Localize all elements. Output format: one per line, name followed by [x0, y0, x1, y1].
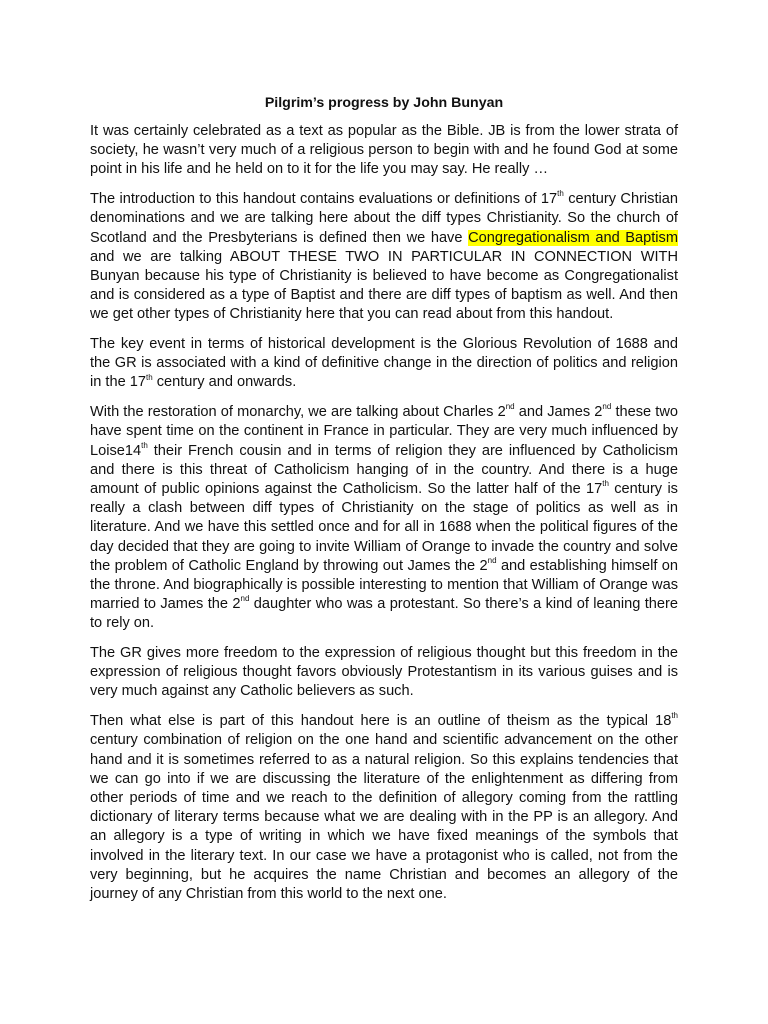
ordinal-suffix: nd [505, 402, 515, 412]
paragraph-4-text-f: and establishing himself on the throne. And biographically is possible interesting to mention that William of Orange was married to James the 2 [90, 557, 678, 613]
highlighted-text: Congregationalism and Baptism [468, 229, 678, 246]
paragraph-5: The GR gives more freedom to the expression of religious thought but this freedom in the expression of religious thought favors obviously Protestantism in its various guises and is very much against any Catholic believers as such. [90, 645, 678, 700]
paragraph-4-text-d: their French cousin and in terms of religion they are influenced by Catholicism and there is this threat of Catholicism hanging of in the country. And there is a huge amount of public opinions against the Catholicism. So the latter half of the 17 [90, 442, 678, 497]
ordinal-suffix: th [141, 440, 148, 450]
ordinal-suffix: th [146, 372, 153, 382]
paragraph-3-text-a: The key event in terms of historical development is the Glorious Revolution of 1688 and the GR is associated with a kind of definitive change in the direction of politics and religion in the 17 [90, 336, 678, 391]
paragraph-2-text-a: The introduction to this handout contains evaluations or definitions of 17 [90, 191, 558, 208]
paragraph-2-text-c: and we are talking ABOUT THESE TWO IN PARTICULAR IN CONNECTION WITH Bunyan because his type of Christianity is believed to have become as Congregationalist and is considered as a type of Baptist and there are diff types of baptism as well. And then we get other types of Christianity here that you can read about from this handout. [90, 248, 678, 323]
paragraph-2 [90, 190, 678, 324]
document-page [90, 94, 678, 915]
paragraph-4 [90, 403, 678, 633]
paragraph-6-text-a: Then what else is part of this handout here is an outline of theism as the typical 18 [90, 713, 672, 730]
paragraph-2-text-b: century Christian denominations and we are talking here about the diff types Christianity. So the church of Scotland and the Presbyterians is defined then we have [90, 191, 678, 246]
ordinal-suffix: th [557, 189, 564, 199]
paragraph-4-text-g: daughter who was a protestant. So there’s a kind of leaning there to rely on. [90, 596, 678, 632]
paragraph-6-text-b: century combination of religion on the one hand and scientific advancement on the other hand and it is sometimes referred to as a natural religion. So this explains tendencies that we can go into if we are discussing the literature of the enlightenment as differing from other periods of time and we reach to the definition of allegory coming from the rattling dictionary of literary terms because what we are dealing with in the PP is an allegory. And an allegory is a type of writing in which we have fixed meanings of the symbols that involved in the literary text. In our case we have a protagonist who is called, not from the very beginning, but he acquires the name Christian and becomes an allegory of the journey of any Christian from this world to the next one. [90, 732, 678, 903]
paragraph-3 [90, 335, 678, 393]
document-title: Pilgrim’s progress by John Bunyan [264, 95, 504, 111]
paragraph-4-text-c: these two have spent time on the continent in France in particular. They are very much influenced by Loise14 [90, 404, 678, 459]
paragraph-1: It was certainly celebrated as a text as popular as the Bible. JB is from the lower strata of society, he wasn’t very much of a religious person to begin with and he found God at some point in his life and he held on to it for the life you may say. He really … [90, 123, 678, 178]
ordinal-suffix: th [671, 711, 678, 721]
ordinal-suffix: nd [602, 402, 612, 412]
paragraph-4-text-e: century is really a clash between diff types of Christianity on the stage of politics as well as in literature. And we have this settled once and for all in 1688 when the political figures of the day decided that they are going to invite William of Orange to invade the country and solve the problem of Catholic England by throwing out James the 2 [90, 480, 678, 574]
paragraph-4-text-b: and James 2 [514, 404, 603, 421]
ordinal-suffix: th [602, 479, 609, 489]
ordinal-suffix: nd [487, 555, 497, 565]
paragraph-4-text-a: With the restoration of monarchy, we are talking about Charles 2 [90, 404, 506, 421]
paragraph-3-text-b: century and onwards. [152, 374, 297, 391]
ordinal-suffix: nd [240, 594, 250, 604]
paragraph-6 [90, 712, 678, 904]
